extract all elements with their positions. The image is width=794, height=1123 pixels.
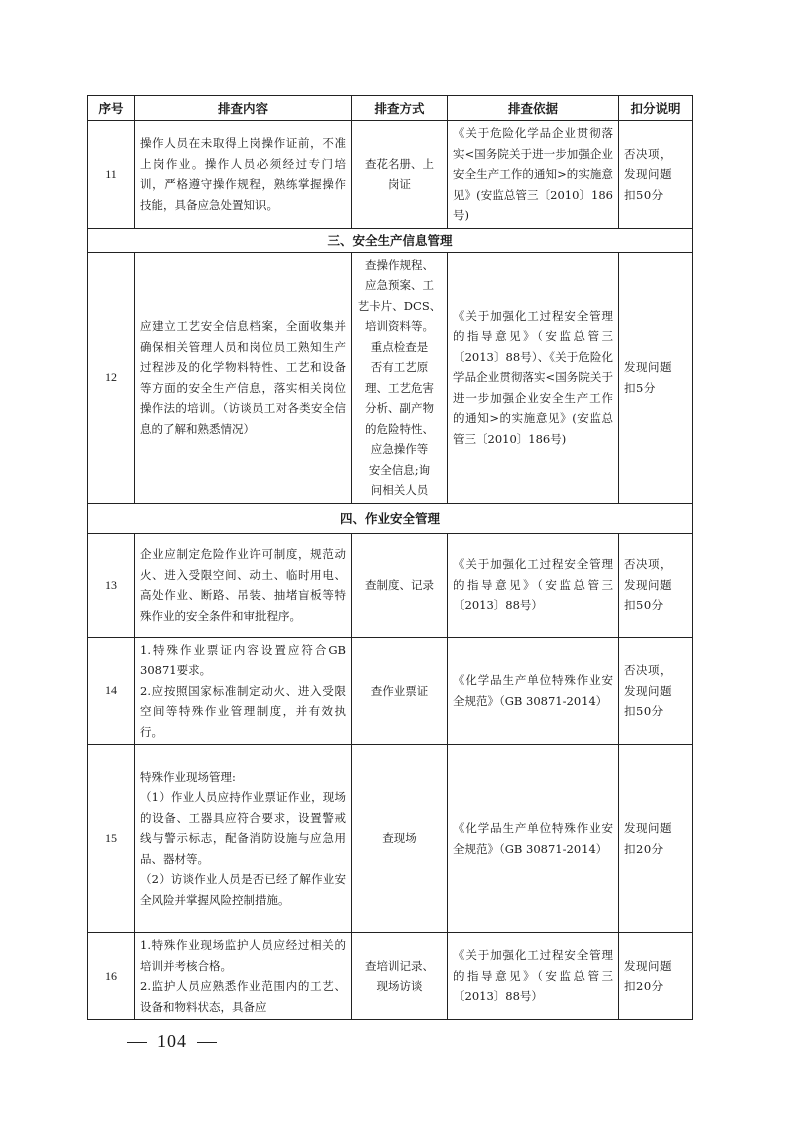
inspection-method: 查花名册、上 岗证 xyxy=(352,121,448,229)
inspection-method: 查制度、记录 xyxy=(352,533,448,637)
inspection-basis: 《化学品生产单位特殊作业安全规范》（GB 30871-2014） xyxy=(448,637,619,745)
section-title: 四、作业安全管理 xyxy=(88,503,693,533)
deduction-note: 发现问题 扣20分 xyxy=(619,933,693,1020)
table-row xyxy=(88,637,693,745)
table-row xyxy=(88,745,693,933)
inspection-content: 特殊作业现场管理: （1）作业人员应持作业票证作业，现场的设备、工器具应符合要求，设置警戒线与警示标志，配备消防设施与应急用品、器材等。 （2）访谈作业人员是否已经了解作业安全风险并掌握风险控制措施。 xyxy=(135,745,352,933)
inspection-method: 查培训记录、 现场访谈 xyxy=(352,933,448,1020)
inspection-content: 1.特殊作业票证内容设置应符合GB 30871要求。 2.应按照国家标准制定动火、进入受限空间等特殊作业管理制度，并有效执行。 xyxy=(135,637,352,745)
inspection-basis: 《关于加强化工过程安全管理的指导意见》（安监总管三〔2013〕88号） xyxy=(448,933,619,1020)
column-header: 排查方式 xyxy=(352,96,448,121)
page-number xyxy=(117,1031,227,1052)
page-dash-left xyxy=(127,1042,147,1043)
section-row xyxy=(88,503,693,533)
deduction-note: 发现问题 扣5分 xyxy=(619,252,693,503)
inspection-basis: 《关于加强化工过程安全管理的指导意见》（安监总管三〔2013〕88号） xyxy=(448,533,619,637)
column-header: 排查依据 xyxy=(448,96,619,121)
column-header: 序号 xyxy=(88,96,135,121)
table-row xyxy=(88,252,693,503)
page-dash-right xyxy=(197,1042,217,1043)
inspection-basis: 《关于危险化学品企业贯彻落实<国务院关于进一步加强企业安全生产工作的通知>的实施意见》(安监总管三〔2010〕186号) xyxy=(448,121,619,229)
deduction-note: 发现问题 扣20分 xyxy=(619,745,693,933)
section-title: 三、安全生产信息管理 xyxy=(88,228,693,252)
page-number-text: 104 xyxy=(157,1031,187,1051)
inspection-method: 查作业票证 xyxy=(352,637,448,745)
column-header: 排查内容 xyxy=(135,96,352,121)
inspection-table xyxy=(87,95,693,1020)
row-number: 14 xyxy=(88,637,135,745)
deduction-note: 否决项， 发现问题 扣50分 xyxy=(619,637,693,745)
row-number: 11 xyxy=(88,121,135,229)
deduction-note: 否决项， 发现问题 扣50分 xyxy=(619,533,693,637)
inspection-basis: 《化学品生产单位特殊作业安全规范》（GB 30871-2014） xyxy=(448,745,619,933)
table-body xyxy=(88,121,693,1020)
inspection-content: 企业应制定危险作业许可制度，规范动火、进入受限空间、动土、临时用电、高处作业、断路、吊装、抽堵盲板等特殊作业的安全条件和审批程序。 xyxy=(135,533,352,637)
section-row xyxy=(88,228,693,252)
inspection-method: 查操作规程、 应急预案、工 艺卡片、DCS、 培训资料等。 重点检查是 否有工艺原 理、工艺危害 分析、副产物 的危险特性、 应急操作等 安全信息;询 问相关人员 xyxy=(352,252,448,503)
row-number: 13 xyxy=(88,533,135,637)
table-row xyxy=(88,933,693,1020)
deduction-note: 否决项， 发现问题 扣50分 xyxy=(619,121,693,229)
inspection-content: 操作人员在未取得上岗操作证前，不准上岗作业。操作人员必须经过专门培训，严格遵守操作规程，熟练掌握操作技能，具备应急处置知识。 xyxy=(135,121,352,229)
inspection-method: 查现场 xyxy=(352,745,448,933)
table-row xyxy=(88,121,693,229)
inspection-basis: 《关于加强化工过程安全管理的指导意见》（安监总管三〔2013〕88号）、《关于危险化学品企业贯彻落实<国务院关于进一步加强企业安全生产工作的通知>的实施意见》(安监总管三〔2010〕186号) xyxy=(448,252,619,503)
inspection-content: 应建立工艺安全信息档案，全面收集并确保相关管理人员和岗位员工熟知生产过程涉及的化学物料特性、工艺和设备等方面的安全生产信息，落实相关岗位操作法的培训。（访谈员工对各类安全信息的了解和熟悉情况） xyxy=(135,252,352,503)
row-number: 12 xyxy=(88,252,135,503)
inspection-content: 1.特殊作业现场监护人员应经过相关的培训并考核合格。 2.监护人员应熟悉作业范围内的工艺、设备和物料状态，具备应 xyxy=(135,933,352,1020)
table-row xyxy=(88,533,693,637)
table-header-row xyxy=(88,96,693,121)
column-header: 扣分说明 xyxy=(619,96,693,121)
row-number: 16 xyxy=(88,933,135,1020)
row-number: 15 xyxy=(88,745,135,933)
